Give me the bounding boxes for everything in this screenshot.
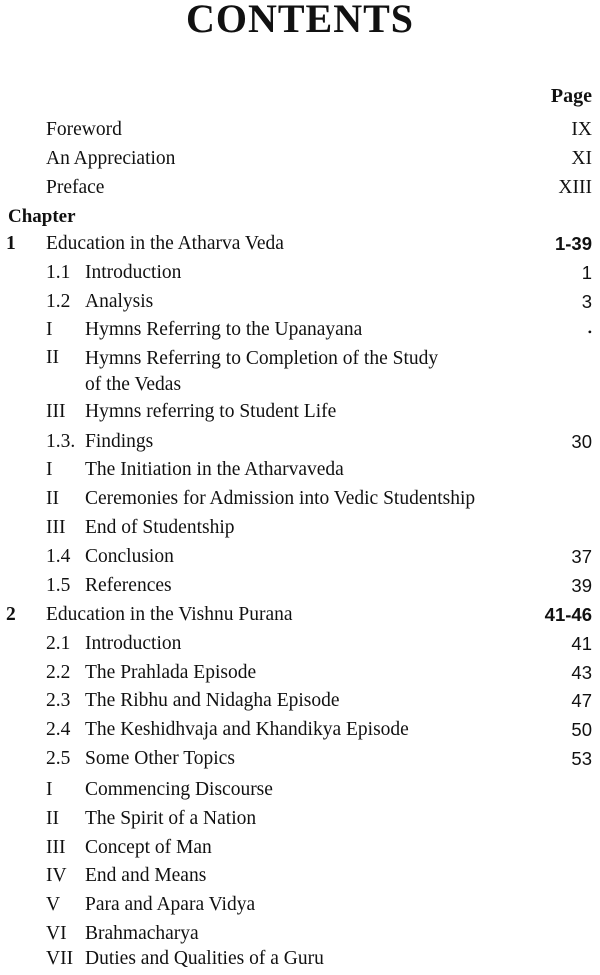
- toc-entry-text: The Prahlada Episode: [85, 662, 257, 683]
- toc-entry-text: Findings: [85, 431, 154, 452]
- toc-entry: [0, 514, 600, 544]
- chapter-title: Education in the Atharva Veda: [46, 233, 284, 254]
- chapter-2-heading: [0, 601, 600, 631]
- toc-entry-text: The Spirit of a Nation: [85, 808, 257, 829]
- toc-entry: [0, 630, 600, 660]
- toc-entry-page: 41: [571, 633, 592, 654]
- toc-entry-text: The Keshidhvaja and Khandikya Episode: [85, 719, 409, 740]
- toc-entry-foreword: [0, 116, 600, 146]
- toc-entry-page: 1: [581, 262, 592, 283]
- toc-entry: [0, 344, 600, 398]
- toc-entry-page: •: [587, 325, 592, 339]
- toc-entry-page: 50: [571, 719, 592, 740]
- toc-entry: [0, 745, 600, 775]
- chapter-title: Education in the Vishnu Purana: [46, 604, 293, 625]
- toc-entry-mark: VI: [46, 923, 67, 944]
- toc-entry-page: XI: [571, 148, 592, 169]
- toc-entry-page: 3: [581, 291, 592, 312]
- toc-entry-text: [85, 346, 438, 398]
- toc-entry-preface: [0, 174, 600, 204]
- toc-entry-text: End of Studentship: [85, 517, 235, 538]
- chapter-number: 1: [6, 233, 16, 254]
- toc-entry-text-line1: Hymns Referring to Completion of the Study: [85, 348, 439, 369]
- toc-entry-text: Brahmacharya: [85, 923, 199, 944]
- toc-entry-text: Hymns referring to Student Life: [85, 401, 337, 422]
- toc-entry-text: Hymns Referring to the Upanayana: [85, 319, 363, 340]
- toc-entry: [0, 456, 600, 486]
- toc-entry: [0, 485, 600, 515]
- toc-entry-mark: VII: [46, 948, 74, 969]
- toc-entry-mark: 2.5: [46, 748, 71, 769]
- toc-entry-page: 39: [571, 575, 592, 596]
- toc-entry-text: Ceremonies for Admission into Vedic Studentship: [85, 488, 476, 509]
- toc-entry-text: Duties and Qualities of a Guru: [85, 948, 324, 969]
- toc-entry-text: End and Means: [85, 865, 207, 886]
- toc-entry-page: 37: [571, 546, 592, 567]
- toc-entry-page: 30: [571, 431, 592, 452]
- toc-entry-text: Conclusion: [85, 546, 174, 567]
- chapter-page-range: 1-39: [554, 233, 592, 254]
- toc-entry-text: Concept of Man: [85, 837, 212, 858]
- chapter-page-range: 41-46: [544, 604, 592, 625]
- toc-entry-text: Introduction: [85, 262, 182, 283]
- toc-entry-page: 43: [571, 662, 592, 683]
- toc-entry: [0, 834, 600, 864]
- toc-entry-mark: 2.1: [46, 633, 71, 654]
- toc-entry-text: Preface: [46, 177, 105, 198]
- toc-entry-page: IX: [571, 119, 592, 140]
- toc-entry-text: Foreword: [46, 119, 122, 140]
- toc-entry-mark: 2.4: [46, 719, 71, 740]
- toc-entry-mark: V: [46, 894, 61, 915]
- toc-entry-appreciation: [0, 145, 600, 175]
- toc-entry-text: Commencing Discourse: [85, 779, 273, 800]
- toc-entry-mark: III: [46, 837, 66, 858]
- toc-entry-mark: III: [46, 517, 66, 538]
- toc-entry-text: Introduction: [85, 633, 182, 654]
- chapter-number: 2: [6, 604, 16, 625]
- toc-entry-mark: 2.3: [46, 690, 71, 711]
- toc-entry: [0, 945, 600, 975]
- toc-entry-mark: 1.5: [46, 575, 71, 596]
- toc-entry-text: Para and Apara Vidya: [85, 894, 256, 915]
- toc-entry-mark: 1.2: [46, 291, 71, 312]
- toc-entry-mark: I: [46, 319, 53, 340]
- toc-entry-mark: I: [46, 779, 53, 800]
- chapter-1-heading: [0, 230, 600, 260]
- toc-entry-text: Some Other Topics: [85, 748, 235, 769]
- page-column-header: Page: [550, 85, 592, 107]
- toc-entry-mark: I: [46, 459, 53, 480]
- toc-entry-text: The Initiation in the Atharvaveda: [85, 459, 344, 480]
- toc-entry-mark: 1.1: [46, 262, 71, 283]
- toc-entry-mark: IV: [46, 865, 67, 886]
- toc-entry-page: 53: [571, 748, 592, 769]
- toc-entry-mark: II: [46, 808, 59, 829]
- toc-entry-text: Analysis: [85, 291, 154, 312]
- toc-entry: [0, 805, 600, 835]
- toc-entry-mark: 1.4: [46, 546, 71, 567]
- toc-entry: [0, 716, 600, 746]
- toc-entry: [0, 862, 600, 892]
- toc-entry: [0, 543, 600, 573]
- toc-entry-mark: II: [46, 347, 59, 368]
- toc-entry-text: References: [85, 575, 172, 596]
- toc-entry-text-line2: of the Vedas: [85, 374, 182, 395]
- toc-entry-text: An Appreciation: [46, 148, 176, 169]
- toc-entry: [0, 659, 600, 689]
- chapter-label-text: Chapter: [8, 206, 76, 227]
- page-title: CONTENTS: [185, 0, 415, 41]
- toc-entry-page: XIII: [558, 177, 592, 198]
- toc-entry-mark: II: [46, 488, 59, 509]
- toc-entry-mark: III: [46, 401, 66, 422]
- toc-entry-mark: 1.3.: [46, 431, 76, 452]
- toc-entry: [0, 398, 600, 428]
- toc-entry: [0, 687, 600, 717]
- toc-entry: [0, 288, 600, 318]
- toc-entry: [0, 259, 600, 289]
- toc-entry-mark: 2.2: [46, 662, 71, 683]
- toc-entry-text: The Ribhu and Nidagha Episode: [85, 690, 340, 711]
- toc-entry-page: 47: [571, 690, 592, 711]
- toc-entry: [0, 776, 600, 806]
- toc-entry: [0, 572, 600, 602]
- toc-entry: [0, 428, 600, 458]
- toc-entry: [0, 891, 600, 921]
- chapter-label: [0, 203, 600, 233]
- toc-entry: [0, 316, 600, 346]
